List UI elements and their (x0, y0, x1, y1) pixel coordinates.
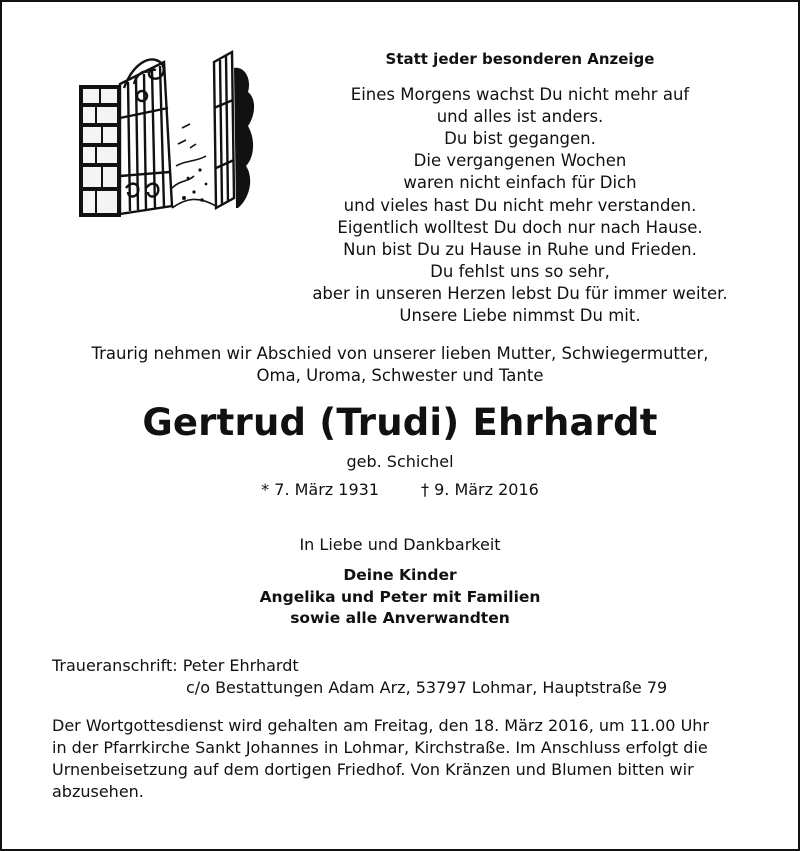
mourners-block (0, 565, 800, 630)
mourner-line: Deine Kinder (343, 566, 457, 584)
poem-line: aber in unseren Herzen lebst Du für immer weiter. (312, 283, 728, 303)
notice-heading: Statt jeder besonderen Anzeige (385, 50, 655, 68)
service-line: Der Wortgottesdienst wird gehalten am Freitag, den 18. März 2016, um 11.00 Uhr (52, 716, 709, 735)
intro-line: Oma, Uroma, Schwester und Tante (256, 366, 544, 385)
intro-line: Traurig nehmen wir Abschied von unserer lieben Mutter, Schwiegermutter, (91, 344, 709, 363)
address-line-2: c/o Bestattungen Adam Arz, 53797 Lohmar, Hauptstraße 79 (186, 678, 668, 697)
address-line-1: Traueranschrift: Peter Ehrhardt (52, 656, 299, 675)
mourner-line: sowie alle Anverwandten (290, 609, 510, 627)
service-line: abzusehen. (52, 782, 144, 801)
poem-block (300, 48, 740, 327)
poem-line: Unsere Liebe nimmst Du mit. (399, 306, 641, 326)
poem-line: und alles ist anders. (436, 107, 604, 127)
mourner-line: Angelika und Peter mit Familien (259, 587, 541, 606)
love-line: In Liebe und Dankbarkeit (299, 535, 501, 554)
poem-line: Du fehlst uns so sehr, (430, 261, 610, 281)
poem-line: und vieles hast Du nicht mehr verstanden. (343, 195, 697, 215)
life-dates (0, 479, 800, 501)
poem-line: Eigentlich wolltest Du doch nur nach Hause. (337, 217, 703, 237)
service-line: in der Pfarrkirche Sankt Johannes in Lohmar, Kirchstraße. Im Anschluss erfolgt die (52, 738, 708, 757)
mourning-address (52, 655, 772, 699)
birth-name: geb. Schichel (346, 452, 454, 471)
poem-line: waren nicht einfach für Dich (403, 173, 637, 193)
deceased-name: Gertrud (Trudi) Ehrhardt (142, 401, 658, 444)
farewell-intro (40, 343, 760, 387)
service-info (52, 715, 764, 803)
poem-line: Nun bist Du zu Hause in Ruhe und Frieden. (343, 239, 697, 259)
birth-date: * 7. März 1931 (261, 480, 379, 499)
poem-line: Du bist gegangen. (444, 129, 596, 149)
poem-line: Eines Morgens wachst Du nicht mehr auf (350, 85, 690, 105)
death-date: † 9. März 2016 (421, 480, 539, 499)
service-line: Urnenbeisetzung auf dem dortigen Friedhof. Von Kränzen und Blumen bitten wir (52, 760, 694, 779)
poem-line: Die vergangenen Wochen (413, 151, 627, 171)
open-garden-gate-icon (76, 48, 260, 220)
